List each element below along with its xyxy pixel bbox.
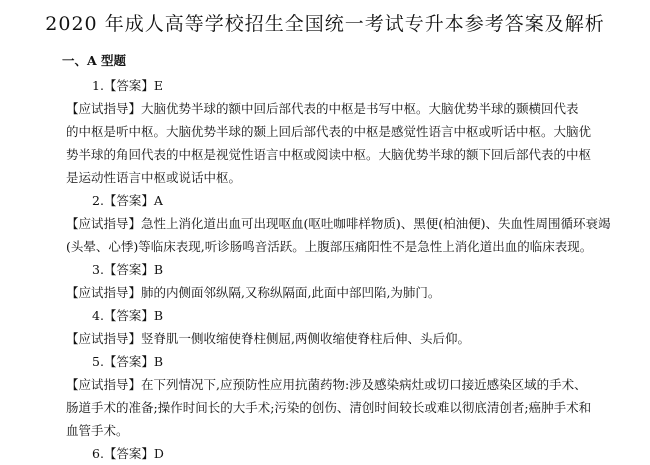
explanation-line: 血管手术。 [66, 423, 129, 438]
explanation-line: 肠道手术的准备;操作时间长的大手术;污染的创伤、清创时间较长或难以彻底清创者;癌肿手术和 [66, 400, 592, 415]
answer-line: 3.【答案】B [92, 262, 164, 277]
answer-line: 2.【答案】A [92, 193, 163, 208]
explanation-line: 的中枢是听中枢。大脑优势半球的颞上回后部代表的中枢是感觉性语言中枢或听话中枢。大脑优 [66, 124, 592, 139]
explanation-line: 势半球的角回代表的中枢是视觉性语言中枢或阅读中枢。大脑优势半球的额下回后部代表的中枢 [66, 147, 592, 162]
page-title: 2020 年成人高等学校招生全国统一考试专升本参考答案及解析 [45, 13, 605, 35]
answer-line: 5.【答案】B [92, 354, 164, 369]
answer-content [66, 74, 628, 465]
section-heading: 一、A 型题 [62, 53, 127, 68]
answer-line: 4.【答案】B [92, 308, 164, 323]
explanation-line: 【应试指导】大脑优势半球的额中回后部代表的中枢是书写中枢。大脑优势半球的颞横回代表 [66, 101, 579, 116]
explanation-line: 【应试指导】肺的内侧面邻纵隔,又称纵隔面,此面中部凹陷,为肺门。 [66, 285, 441, 300]
explanation-line: 是运动性语言中枢或说话中枢。 [66, 170, 242, 185]
explanation-line: 【应试指导】在下列情况下,应预防性应用抗菌药物:涉及感染病灶或切口接近感染区域的手术、 [66, 377, 587, 392]
answer-line: 1.【答案】E [92, 78, 164, 93]
explanation-line: (头晕、心悸)等临床表现,听诊肠鸣音活跃。上腹部压痛阳性不是急性上消化道出血的临床表现。 [66, 239, 593, 254]
answer-line: 6.【答案】D [92, 446, 164, 461]
explanation-line: 【应试指导】急性上消化道出血可出现呕血(呕吐咖啡样物质)、黑便(柏油便)、失血性周围循环衰竭 [66, 216, 611, 231]
explanation-line: 【应试指导】竖脊肌一侧收缩使脊柱侧屈,两侧收缩使脊柱后伸、头后仰。 [66, 331, 470, 346]
